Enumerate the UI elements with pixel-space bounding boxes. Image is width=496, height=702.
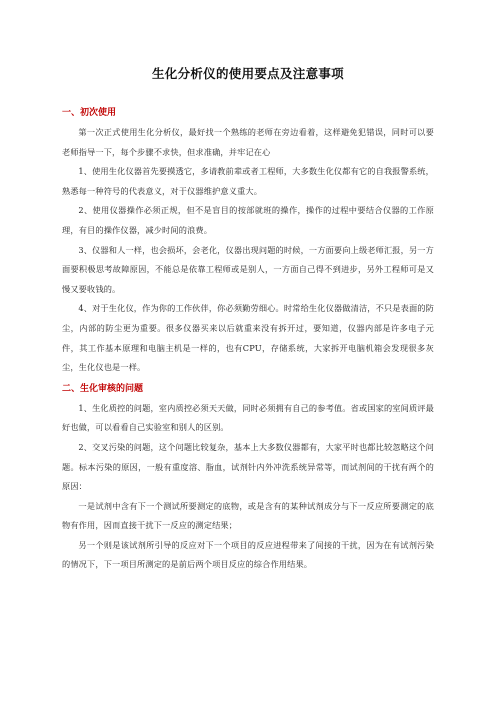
section-heading-review-issues: 二、生化审核的问题 xyxy=(62,383,144,394)
paragraph: 第一次正式使用生化分析仪，最好找一个熟练的老师在旁边看着，这样避免犯错误，同时可以要老师指导一下，每个步骤不求快，但求准确，并牢记在心 xyxy=(62,127,434,157)
paragraph: 2、交叉污染的问题，这个问题比较复杂，基本上大多数仪器都有，大家平时也都比较忽略这个问题。标本污染的原因，一般有重度溶、脂血，试剂针内外冲洗系统异常等，而试剂间的干扰有两个的原因： xyxy=(62,441,434,492)
paragraph: 另一个则是该试剂所引导的反应对下一个项目的反应进程带来了间接的干扰，因为在有试剂污染的情况下，下一项目所测定的是前后两个项目反应的综合作用结果。 xyxy=(62,539,434,570)
section-heading-first-use: 一、初次使用 xyxy=(62,108,117,118)
document-body xyxy=(62,106,434,575)
paragraph: 2、使用仪器操作必须正规，但不是盲目的按部就班的操作，操作的过程中要结合仪器的工作原理，有目的操作仪器，减少时间的浪费。 xyxy=(62,205,434,235)
paragraph: 一是试剂中含有下一个测试所要测定的底物，或是含有的某种试剂成分与下一反应所要测定的底物有作用，因而直接干扰下一反应的测定结果； xyxy=(62,500,434,531)
paragraph: 4、对于生化仪，作为你的工作伙伴，你必须勤劳细心。时常给生化仪器做清洁，不只是表面的防尘，内部的防尘更为重要。很多仪器买来以后就重来没有拆开过，要知道，仪器内部是许多电子元件，其工作基本原理和电脑主机是一样的，也有CPU，存储系统，大家拆开电脑机箱会发现很多灰尘，生化仪也是一样。 xyxy=(62,303,434,373)
paragraph: 1、生化质控的问题，室内质控必须天天做，同时必须拥有自己的参考值。省或国家的室间质评最好也做，可以看看自己实验室和别人的区别。 xyxy=(62,402,434,433)
paragraph: 3、仪器和人一样，也会损坏，会老化，仪器出现问题的时候，一方面要向上级老师汇报，另一方面要积极思考故障原因，不能总是依靠工程师或是别人，一方面自己得不到进步，另外工程师可是又慢又要收钱的。 xyxy=(62,244,434,294)
document-title: 生化分析仪的使用要点及注意事项 xyxy=(151,66,344,81)
paragraph: 1、使用生化仪器首先要摸透它，多请教前辈或者工程师，大多数生化仪都有它的自我报警系统，熟悉每一种符号的代表意义，对于仪器维护意义重大。 xyxy=(62,166,434,196)
